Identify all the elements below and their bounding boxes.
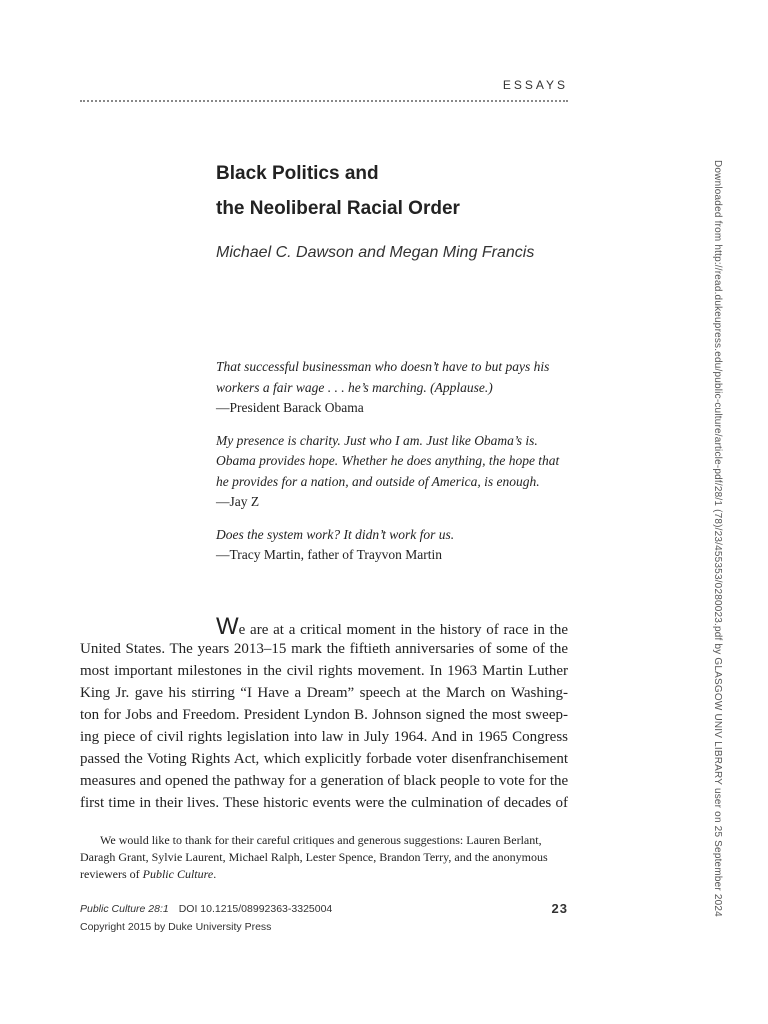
epigraph-quote-line: Obama provides hope. Whether he does anything, the hope that [216, 453, 560, 468]
acknowledgment-footnote [80, 832, 568, 883]
dotted-rule [80, 100, 568, 102]
epigraph-quote-line: workers a fair wage . . . he’s marching. (Applause.) [216, 379, 493, 395]
epigraph-jay-z [216, 431, 576, 513]
journal-citation: Public Culture 28:1 [80, 903, 169, 915]
body-line: measures and opened the pathway for a generation of black people to vote for the [80, 773, 569, 789]
page-number: 23 [551, 901, 568, 916]
epigraph-quote-line: Does the system work? It didn’t work for us. [216, 526, 455, 542]
article-title [216, 156, 576, 226]
body-line: first time in their lives. These historic events were the culmination of decades of [80, 795, 568, 811]
epigraph-quote-line: My presence is charity. Just who I am. Just like Obama’s is. [216, 432, 538, 448]
epigraph-obama [216, 357, 576, 419]
epigraph-attribution: —Jay Z [216, 494, 260, 509]
footnote-journal-name: Public Culture [142, 867, 214, 881]
drop-cap: W [216, 613, 239, 640]
footnote-line: Daragh Grant, Sylvie Laurent, Michael Ralph, Lester Spence, Brandon Terry, and the anonymous [80, 850, 548, 864]
footer-citation [80, 903, 568, 921]
page-footer [80, 903, 568, 939]
download-stamp: Downloaded from http://read.dukeupress.edu/public-culture/article-pdf/28/1 (78)/23/455353/0280023.pdf by GLASGOW UNIV LIBRARY user on 25 September 2024 [712, 160, 723, 917]
first-line-text: e are at a critical moment in the history of race in the [238, 622, 568, 638]
epigraph-quote-line: he provides for a nation, and outside of America, is enough. [216, 473, 540, 489]
body-line: King Jr. gave his stirring “I Have a Dream” speech at the March on Washing- [80, 685, 568, 701]
body-line: most important milestones in the civil rights movement. In 1963 Martin Luther [80, 663, 568, 679]
epigraph-quote-line: That successful businessman who doesn’t have to but pays his [216, 359, 550, 374]
section-label: ESSAYS [502, 78, 568, 92]
body-line: ing piece of civil rights legislation into law in July 1964. And in 1965 Congress [80, 729, 568, 745]
body-line: ton for Jobs and Freedom. President Lyndon B. Johnson signed the most sweep- [80, 707, 568, 723]
footnote-line [80, 866, 568, 883]
article-authors: Michael C. Dawson and Megan Ming Francis [216, 244, 535, 261]
epigraph-attribution: —Tracy Martin, father of Trayvon Martin [216, 547, 442, 562]
title-line: Black Politics and [216, 163, 379, 184]
copyright: Copyright 2015 by Duke University Press [80, 921, 272, 933]
body-line: United States. The years 2013–15 mark the fiftieth anniversaries of some of the [80, 641, 568, 657]
footnote-text: reviewers of [80, 867, 143, 881]
epigraph-tracy-martin [216, 525, 576, 566]
doi: DOI 10.1215/08992363-3325004 [178, 903, 333, 915]
body-text [80, 613, 569, 814]
footnote-text: . [213, 867, 217, 881]
epigraphs [216, 357, 576, 578]
footnote-line: We would like to thank for their careful critiques and generous suggestions: Lauren Berlant, [100, 833, 542, 847]
epigraph-attribution: —President Barack Obama [216, 400, 364, 415]
body-line: passed the Voting Rights Act, which explicitly forbade voter disenfranchisement [80, 751, 568, 767]
body-first-line [80, 613, 568, 640]
title-line: the Neoliberal Racial Order [216, 198, 460, 219]
